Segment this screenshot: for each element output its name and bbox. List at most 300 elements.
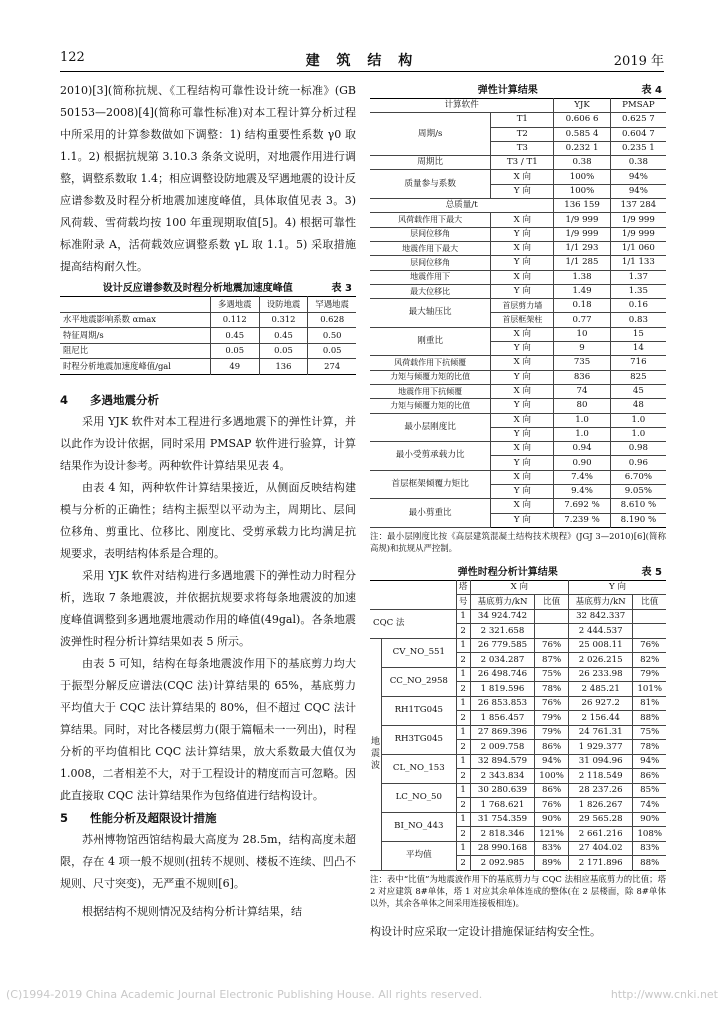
t4-cell: 0.585 4	[554, 127, 610, 141]
t5-cell: 2	[456, 682, 470, 697]
t3-cell: 时程分析地震加速度峰值/gal	[60, 359, 210, 375]
t5-cell: 2 661.216	[568, 827, 633, 842]
t5-cell: 2	[456, 798, 470, 813]
t3-head-1: 多遇地震	[210, 297, 259, 313]
t4-sub: Y 向	[491, 370, 554, 384]
t4-label-axial: 最大轴压比	[370, 299, 491, 328]
t4-cell: 45	[610, 384, 666, 398]
t5-cell: 27 404.02	[568, 841, 633, 856]
t5-cell: 75%	[535, 667, 569, 682]
t4-sub: T3	[491, 141, 554, 155]
t3-cell: 0.05	[308, 343, 356, 359]
t5-cell: 2	[456, 624, 470, 639]
t5-cell: 76%	[535, 638, 569, 653]
t4-sub: Y 向	[491, 427, 554, 441]
t5-cell: 1 826.267	[568, 798, 633, 813]
t4-sub: X 向	[491, 442, 554, 456]
t5-cell: 31 094.96	[568, 754, 633, 769]
table-row	[370, 327, 666, 341]
t4-cell: 80	[554, 399, 610, 413]
t4-cell: 0.98	[610, 442, 666, 456]
t5-cell: 79%	[633, 667, 666, 682]
t4-label-total-mass: 总质量/t	[370, 199, 554, 213]
paragraph-measures: 根据结构不规则情况及结构分析计算结果，结	[82, 904, 302, 918]
t4-cell: 137 284	[610, 199, 666, 213]
t5-cell: 90%	[535, 812, 569, 827]
t4-cell: 825	[610, 370, 666, 384]
t4-cell: 0.625 7	[610, 113, 666, 127]
copyright-text: (C)1994-2019 China Academic Journal Electronic Publishing House. All rights reserved.	[6, 988, 483, 1001]
t3-cell: 136	[259, 359, 308, 375]
table-row	[370, 499, 666, 513]
t4-cell: 0.96	[610, 456, 666, 470]
t5-cell: 2 156.44	[568, 711, 633, 726]
t4-label-eq-drift-2: 层间位移角	[370, 256, 491, 270]
t5-wave-name: RH1TG045	[382, 696, 457, 725]
paragraph-table5-discussion: 由表 5 可知，结构在每条地震波作用下的基底剪力均大于振型分解反应谱法(CQC 法)计算结果的 65%，基底剪力平均值大于 CQC 法计算结果的 80%，但不超过 CQC 法计算结果。同时，对比各楼层剪力(限于篇幅未一一列出)，时程分析的平均值相比 CQC 法计算结果，放大系数最大值仅为 1.008，二者相差不大，对于工程设计的精度而言可忽略。因此直接取 CQC 法计算结果作为包络值进行结构设计。	[60, 656, 356, 802]
t4-cell: 0.232 1	[554, 141, 610, 155]
t4-cell: 1/1 060	[610, 241, 666, 255]
page-number: 122	[60, 50, 85, 65]
t5-cell: 2	[456, 856, 470, 871]
t5-cell: 78%	[633, 740, 666, 755]
t4-cell: 48	[610, 399, 666, 413]
t5-cell: 101%	[633, 682, 666, 697]
t4-label-ratio: 周期比	[370, 156, 491, 170]
t4-sub: Y 向	[491, 227, 554, 241]
t5-cell: 83%	[633, 841, 666, 856]
t4-sub: Y 向	[491, 184, 554, 198]
t5-cell: 76%	[535, 798, 569, 813]
t5-head-y-ratio: 比值	[633, 595, 666, 610]
t3-cell: 274	[308, 359, 356, 375]
t5-cell: 28 237.26	[568, 783, 633, 798]
t5-wave-name: RH3TG045	[382, 725, 457, 754]
t4-label-eq-overturn-1: 地震作用下抗倾覆	[370, 384, 491, 398]
section-4-heading	[60, 389, 356, 411]
t5-cell: 31 754.359	[470, 812, 535, 827]
paragraph-table4-discussion: 由表 4 知，两种软件计算结果接近，从侧面反映结构建模与分析的正确性；结构主振型以平动为主，周期比、层间位移角、剪重比、位移比、刚度比、受剪承载力比均满足抗规要求，表明结构体系是合理的。	[60, 480, 356, 560]
table-row	[370, 580, 666, 595]
t4-cell: 1.0	[554, 427, 610, 441]
table-row	[370, 227, 666, 241]
t4-cell: 1.37	[610, 270, 666, 284]
t3-cell: 阻尼比	[60, 343, 210, 359]
t5-cell: 108%	[633, 827, 666, 842]
t4-label-stiff-weight: 刚重比	[370, 327, 491, 356]
table-row	[370, 696, 666, 711]
t4-cell: 1.0	[554, 413, 610, 427]
t5-head-corner	[370, 580, 456, 609]
table-row	[60, 328, 356, 344]
t5-cell: 25 008.11	[568, 638, 633, 653]
t4-label-disp-ratio-1: 地震作用下	[370, 270, 491, 284]
t4-cell: 1/9 999	[554, 227, 610, 241]
t4-sub: X 向	[491, 499, 554, 513]
table-row	[370, 284, 666, 298]
t4-label-wind-drift-1: 风荷载作用下最大	[370, 213, 491, 227]
t5-cell: 1 819.596	[470, 682, 535, 697]
t5-cell	[535, 624, 569, 639]
table-row	[370, 299, 666, 313]
t5-cell: 2 485.21	[568, 682, 633, 697]
t5-cell: 86%	[535, 740, 569, 755]
t4-label-mass: 质量参与系数	[370, 170, 491, 199]
t4-head-software: 计算软件	[370, 99, 554, 113]
t5-cell: 90%	[633, 812, 666, 827]
section-5-number: 5	[60, 810, 69, 825]
t4-cell: 1.49	[554, 284, 610, 298]
t4-cell: 0.18	[554, 299, 610, 313]
table-row	[370, 667, 666, 682]
t5-cell: 32 894.579	[470, 754, 535, 769]
t5-cell: 1 768.621	[470, 798, 535, 813]
table-row	[370, 256, 666, 270]
t5-cell: 32 842.337	[568, 609, 633, 624]
t5-cell: 81%	[633, 696, 666, 711]
table-3	[60, 296, 356, 375]
paragraph-continued: 构设计时应采取一定设计措施保证结构安全性。	[370, 925, 601, 938]
right-column	[370, 80, 666, 909]
t4-cell: 100%	[554, 184, 610, 198]
t4-cell: 735	[554, 356, 610, 370]
t5-head-tower-no: 号	[456, 595, 470, 610]
t5-cell: 83%	[535, 841, 569, 856]
t4-sub: Y 向	[491, 485, 554, 499]
table-5-note: 注：表中“比值”为地震波作用下的基底剪力与 CQC 法相应基底剪力的比值；塔 2 对应建筑 8#单体，塔 1 对应其余单体连成的整体(在 2 层楼面，除 8#单体以外，其余各单体之间采用连接板相连)。	[370, 873, 666, 908]
t4-sub: X 向	[491, 170, 554, 184]
t5-cell: 34 924.742	[470, 609, 535, 624]
header-rule	[60, 71, 664, 72]
t5-wave-name: CL_NO_153	[382, 754, 457, 783]
t5-cell: 2 818.346	[470, 827, 535, 842]
table-row	[370, 841, 666, 856]
t5-cell: 2 034.287	[470, 653, 535, 668]
table-row	[370, 370, 666, 384]
t4-cell: 7.239 %	[554, 513, 610, 527]
t4-label-shear-weight: 最小剪重比	[370, 499, 491, 528]
t5-cell: 1	[456, 638, 470, 653]
table-4-title: 弹性计算结果	[477, 85, 538, 96]
t4-cell: 1.35	[610, 284, 666, 298]
t4-sub: 首层框架柱	[491, 313, 554, 327]
t5-cell: 2	[456, 769, 470, 784]
t4-sub: X 向	[491, 213, 554, 227]
t4-sub: Y 向	[491, 256, 554, 270]
t4-cell: 1/9 999	[610, 227, 666, 241]
journal-year: 2019 年	[613, 54, 664, 69]
table-row	[370, 384, 666, 398]
t5-cell: 89%	[535, 856, 569, 871]
t5-cell: 1	[456, 754, 470, 769]
t4-cell: 836	[554, 370, 610, 384]
table-row	[370, 356, 666, 370]
t5-cell	[633, 624, 666, 639]
t5-cell	[633, 609, 666, 624]
t5-cell: 1 929.377	[568, 740, 633, 755]
t4-cell: 10	[554, 327, 610, 341]
t3-cell: 特征周期/s	[60, 328, 210, 344]
t5-cell: 75%	[633, 725, 666, 740]
table-5-caption	[370, 566, 666, 580]
t4-sub: Y 向	[491, 513, 554, 527]
table-5-title: 弹性时程分析计算结果	[457, 566, 558, 578]
table-row	[60, 312, 356, 328]
t4-cell: 15	[610, 327, 666, 341]
table-4-note: 注：最小层刚度比按《高层建筑混凝土结构技术规程》(JGJ 3—2010)[6](简称高规)和抗规从严控制。	[370, 530, 666, 553]
t5-cell: 2 009.758	[470, 740, 535, 755]
section-4-title: 多遇地震分析	[90, 392, 159, 407]
t5-cell: 1	[456, 783, 470, 798]
section-5-heading	[60, 807, 356, 829]
t5-cell: 76%	[535, 696, 569, 711]
t4-label-wind-drift-2: 层间位移角	[370, 227, 491, 241]
t5-cell: 30 280.639	[470, 783, 535, 798]
table-row	[370, 241, 666, 255]
spacer	[60, 375, 356, 389]
table-row	[370, 783, 666, 798]
t4-cell: 0.16	[610, 299, 666, 313]
t5-cell: 24 761.31	[568, 725, 633, 740]
table-row	[370, 399, 666, 413]
t5-cell: 2 171.896	[568, 856, 633, 871]
t4-sub: X 向	[491, 327, 554, 341]
t4-head-pmsap: PMSAP	[610, 99, 666, 113]
t5-cell: 2 343.834	[470, 769, 535, 784]
t4-label-disp-ratio-2: 最大位移比	[370, 284, 491, 298]
t4-cell: 94%	[610, 170, 666, 184]
table-4-number: 表 4	[641, 85, 662, 96]
table-row	[370, 213, 666, 227]
t5-head-y: Y 向	[568, 580, 666, 595]
t5-cell: 26 233.98	[568, 667, 633, 682]
paragraph-software: 采用 YJK 软件对本工程进行多遇地震下的弹性计算，并以此作为设计依据，同时采用 PMSAP 软件进行验算，计算结果作为设计参考。两种软件计算结果见表 4。	[60, 414, 356, 472]
t5-cell: 1	[456, 667, 470, 682]
t4-cell: 1.38	[554, 270, 610, 284]
t4-cell: 1/1 293	[554, 241, 610, 255]
t5-cell: 1	[456, 609, 470, 624]
t4-cell: 1/9 999	[610, 213, 666, 227]
table-row	[370, 413, 666, 427]
t5-average-label: 平均值	[382, 841, 457, 870]
t4-cell: 9.4%	[554, 485, 610, 499]
t5-cell: 85%	[633, 783, 666, 798]
paragraph-irregularity: 苏州博物馆西馆结构最大高度为 28.5m，结构高度未超限，存在 4 项一般不规则(扭转不规则、楼板不连续、凹凸不规则、尺寸突变)，无严重不规则[6]。	[60, 832, 356, 890]
t4-cell: 6.70%	[610, 470, 666, 484]
table-row	[60, 343, 356, 359]
table-row	[60, 297, 356, 313]
t4-sub: Y 向	[491, 399, 554, 413]
cnki-link[interactable]: http://www.cnki.net	[610, 988, 718, 1001]
t4-cell: 7.692 %	[554, 499, 610, 513]
t5-cell: 2 026.215	[568, 653, 633, 668]
t3-cell: 49	[210, 359, 259, 375]
table-row	[370, 470, 666, 484]
t4-cell: 0.83	[610, 313, 666, 327]
t5-cell: 1	[456, 841, 470, 856]
t5-cell: 86%	[633, 769, 666, 784]
t5-cell: 2 092.985	[470, 856, 535, 871]
t3-cell: 0.50	[308, 328, 356, 344]
t4-label-eq-overturn-2: 力矩与倾覆力矩的比值	[370, 399, 491, 413]
t3-cell: 0.45	[210, 328, 259, 344]
t5-cell: 29 565.28	[568, 812, 633, 827]
t4-sub: X 向	[491, 384, 554, 398]
t4-cell: 0.606 6	[554, 113, 610, 127]
table-4	[370, 98, 666, 528]
section-5-title: 性能分析及超限设计措施	[90, 810, 217, 825]
t5-cell: 2	[456, 827, 470, 842]
t4-sub: Y 向	[491, 342, 554, 356]
t5-wave-name: CV_NO_551	[382, 638, 457, 667]
table-row	[370, 442, 666, 456]
t4-cell: 1.0	[610, 413, 666, 427]
t4-sub: T1	[491, 113, 554, 127]
t5-cell: 1	[456, 696, 470, 711]
t4-head-yjk: YJK	[554, 99, 610, 113]
table-row	[370, 113, 666, 127]
t5-wave-name: LC_NO_50	[382, 783, 457, 812]
t5-cell: 87%	[535, 653, 569, 668]
t5-side-text: 地 震 波	[371, 737, 381, 772]
t5-cell: 26 498.746	[470, 667, 535, 682]
t5-cell: 26 779.585	[470, 638, 535, 653]
t4-cell: 0.94	[554, 442, 610, 456]
t4-cell: 9.05%	[610, 485, 666, 499]
t4-cell: 1/1 133	[610, 256, 666, 270]
table-row	[370, 199, 666, 213]
t4-cell: 1.0	[610, 427, 666, 441]
table-row	[370, 170, 666, 184]
t4-cell: 716	[610, 356, 666, 370]
t5-cell: 94%	[633, 754, 666, 769]
table-row	[370, 725, 666, 740]
table-row	[370, 609, 666, 624]
t4-sub: X 向	[491, 241, 554, 255]
t4-cell: 1/9 999	[554, 213, 610, 227]
table-row	[370, 99, 666, 113]
t5-cqc-label: CQC 法	[370, 609, 456, 638]
t4-label-frame-moment: 首层框架倾覆力矩比	[370, 470, 491, 499]
left-column	[60, 80, 356, 923]
t4-cell: 74	[554, 384, 610, 398]
t5-cell: 27 869.396	[470, 725, 535, 740]
t4-cell: 7.4%	[554, 470, 610, 484]
t4-sub: X 向	[491, 270, 554, 284]
t3-head-0	[60, 297, 210, 313]
t5-side-label	[370, 638, 382, 870]
t5-head-x-ratio: 比值	[535, 595, 569, 610]
t5-head-tower: 塔	[456, 580, 470, 595]
t4-cell: 1/1 285	[554, 256, 610, 270]
t5-cell: 1	[456, 812, 470, 827]
t3-cell: 0.05	[210, 343, 259, 359]
t5-cell: 2	[456, 711, 470, 726]
t5-cell: 2	[456, 653, 470, 668]
t5-head-x: X 向	[470, 580, 568, 595]
t3-cell: 0.628	[308, 312, 356, 328]
t5-cell: 76%	[633, 638, 666, 653]
t4-cell: 14	[610, 342, 666, 356]
table-row	[60, 359, 356, 375]
t4-cell: 0.235 1	[610, 141, 666, 155]
copyright-footer	[0, 988, 724, 1008]
t5-head-y-shear: 基底剪力/kN	[568, 595, 633, 610]
t4-sub: T2	[491, 127, 554, 141]
t4-cell: 0.77	[554, 313, 610, 327]
t4-sub: 首层剪力墙	[491, 299, 554, 313]
t5-cell: 2 321.658	[470, 624, 535, 639]
t3-cell: 水平地震影响系数 αmax	[60, 312, 210, 328]
table-row	[370, 156, 666, 170]
running-header	[60, 50, 664, 70]
t5-cell: 1	[456, 725, 470, 740]
t5-cell	[535, 609, 569, 624]
t4-sub: X 向	[491, 356, 554, 370]
t3-cell: 0.312	[259, 312, 308, 328]
t5-cell: 88%	[633, 856, 666, 871]
table-3-title: 设计反应谱参数及时程分析地震加速度峰值	[102, 283, 293, 294]
t4-label-wind-overturn-2: 力矩与倾覆力矩的比值	[370, 370, 491, 384]
t4-label-shear-capacity: 最小受剪承载力比	[370, 442, 491, 471]
t4-label-eq-drift-1: 地震作用下最大	[370, 241, 491, 255]
t4-cell: 9	[554, 342, 610, 356]
t4-sub: X 向	[491, 413, 554, 427]
t4-cell: 8.610 %	[610, 499, 666, 513]
table-3-number: 表 3	[331, 283, 352, 294]
journal-title: 建 筑 结 构	[305, 53, 419, 69]
t3-head-3: 罕遇地震	[308, 297, 356, 313]
table-row	[370, 638, 666, 653]
spacer	[370, 554, 666, 562]
t5-cell: 1 856.457	[470, 711, 535, 726]
table-3-caption	[60, 282, 356, 296]
t5-cell: 26 853.853	[470, 696, 535, 711]
t4-cell: 0.38	[554, 156, 610, 170]
t4-cell: 0.90	[554, 456, 610, 470]
table-row	[370, 754, 666, 769]
t5-cell: 100%	[535, 769, 569, 784]
t4-sub: X 向	[491, 470, 554, 484]
t5-cell: 28 990.168	[470, 841, 535, 856]
t4-label-stiffness: 最小层刚度比	[370, 413, 491, 442]
t5-cell: 94%	[535, 754, 569, 769]
t5-head-x-shear: 基底剪力/kN	[470, 595, 535, 610]
t4-cell: 94%	[610, 184, 666, 198]
t5-cell: 88%	[633, 711, 666, 726]
paragraph-timehistory: 采用 YJK 软件对结构进行多遇地震下的弹性动力时程分析，选取 7 条地震波，并依据抗规要求将每条地震波的加速度峰值调整到多遇地震地震动作用的峰值(49gal)。各条地震波弹性时程分析计算结果如表 5 所示。	[60, 568, 356, 648]
t4-label-wind-overturn-1: 风荷载作用下抗倾覆	[370, 356, 491, 370]
paragraph-params: 2010)[3](简称抗规、《工程结构可靠性设计统一标准》(GB 50153—2008)[4](简称可靠性标准)对本工程计算分析过程中所采用的计算参数做如下调整：1) 结构重要性系数 γ0 取 1.1。2) 根据抗规第 3.10.3 条条文说明，对地震作用进行调整，调整系数取 1.4；相应调整设防地震及罕遇地震的设计反应谱参数及时程分析地震加速度峰值，具体取值见表 3。3) 风荷载、雪荷载均按 100 年重现期取值[5]。4) 根据可靠性标准附录 A，活荷载效应调整系数 γL 取 1.1。5) 采取措施提高结构耐久性。	[60, 84, 356, 273]
t3-cell: 0.45	[259, 328, 308, 344]
t5-cell: 79%	[535, 725, 569, 740]
t4-cell: 136 159	[554, 199, 610, 213]
t5-cell: 26 927.2	[568, 696, 633, 711]
t5-cell: 82%	[633, 653, 666, 668]
t5-cell: 121%	[535, 827, 569, 842]
t5-cell: 79%	[535, 711, 569, 726]
t4-label-period: 周期/s	[370, 113, 491, 156]
t3-cell: 0.05	[259, 343, 308, 359]
table-4-caption	[370, 84, 666, 98]
table-row	[370, 270, 666, 284]
t5-cell: 86%	[535, 783, 569, 798]
table-5-number: 表 5	[641, 566, 662, 578]
t3-cell: 0.112	[210, 312, 259, 328]
t4-cell: 100%	[554, 170, 610, 184]
t5-cell: 2 118.549	[568, 769, 633, 784]
t4-cell: 0.604 7	[610, 127, 666, 141]
